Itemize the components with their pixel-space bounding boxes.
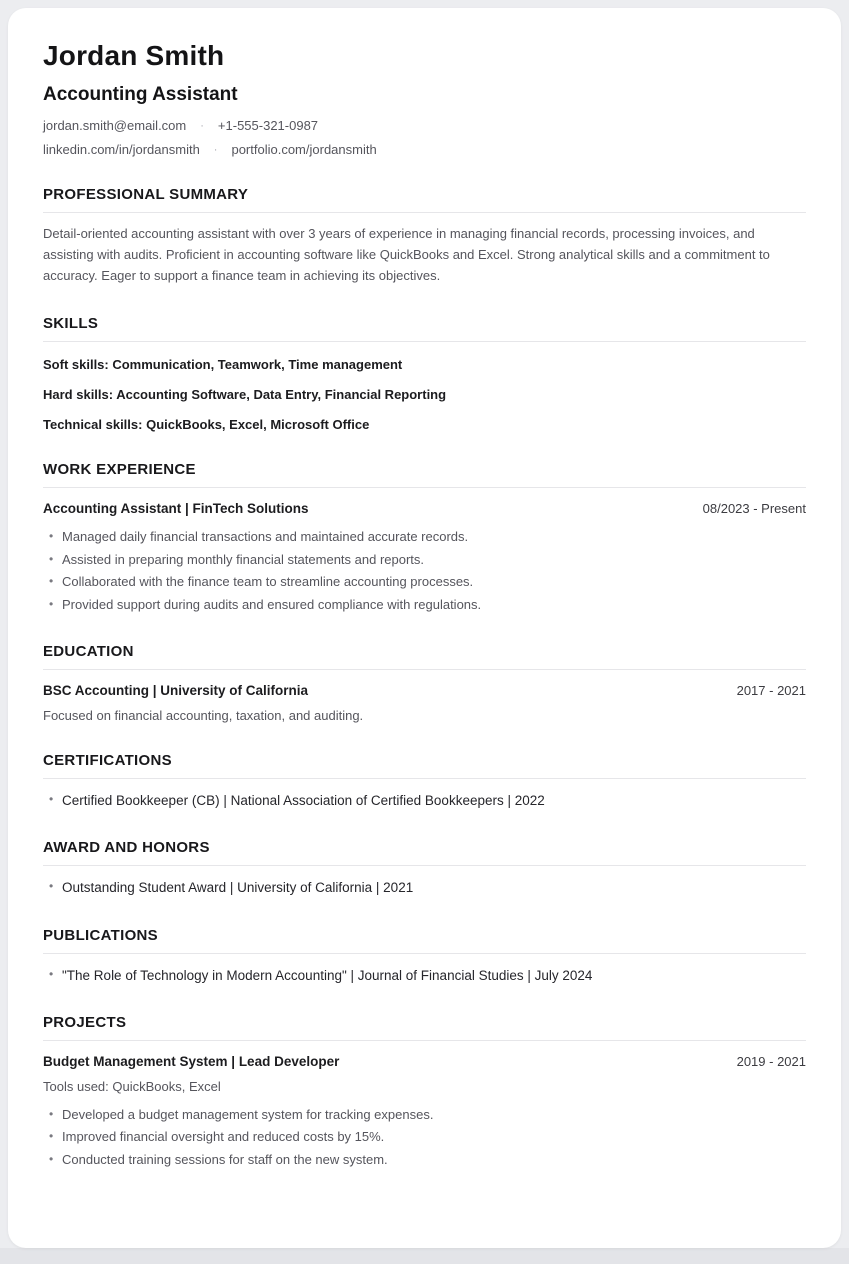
section-heading-skills: SKILLS <box>43 315 806 342</box>
contact-linkedin: linkedin.com/in/jordansmith <box>43 142 200 157</box>
project-entry-title: Budget Management System | Lead Developer <box>43 1053 340 1069</box>
work-bullet: • Managed daily financial transactions and maintained accurate records. <box>43 528 806 546</box>
project-bullets <box>43 1106 806 1169</box>
work-bullet: • Provided support during audits and ensured compliance with regulations. <box>43 596 806 614</box>
section-work-experience <box>43 461 806 614</box>
section-heading-certifications: CERTIFICATIONS <box>43 752 806 779</box>
award-item: • Outstanding Student Award | University of California | 2021 <box>43 878 806 897</box>
person-job-title: Accounting Assistant <box>43 84 238 105</box>
contact-email: jordan.smith@email.com <box>43 118 187 133</box>
project-entry <box>43 1054 806 1169</box>
summary-text: Detail-oriented accounting assistant with over 3 years of experience in managing financial records, processing invoices, and assisting with audits. Proficient in accounting software like QuickBooks and Excel. Strong analytical skills and a commitment to accuracy. Eager to support a finance team in achieving its objectives. <box>43 226 770 283</box>
work-bullet: • Collaborated with the finance team to streamline accounting processes. <box>43 573 806 591</box>
contact-portfolio: portfolio.com/jordansmith <box>231 142 377 157</box>
section-heading-publications: PUBLICATIONS <box>43 927 806 954</box>
contact-phone: +1-555-321-0987 <box>217 118 319 133</box>
section-heading-education: EDUCATION <box>43 643 806 670</box>
section-skills <box>43 315 806 432</box>
education-description: Focused on financial accounting, taxation, and auditing. <box>43 708 364 724</box>
project-bullet: • Conducted training sessions for staff on the new system. <box>43 1151 806 1169</box>
section-heading-projects: PROJECTS <box>43 1014 806 1041</box>
contact-row-1 <box>43 118 806 133</box>
section-education <box>43 643 806 723</box>
work-entry <box>43 501 806 614</box>
section-heading-awards: AWARD AND HONORS <box>43 839 806 866</box>
section-professional-summary <box>43 186 806 286</box>
work-entry-bullets <box>43 528 806 614</box>
section-awards <box>43 839 806 897</box>
project-entry-dates: 2019 - 2021 <box>736 1053 806 1069</box>
skills-soft: Soft skills: Communication, Teamwork, Time management <box>43 357 403 373</box>
section-certifications <box>43 752 806 810</box>
project-tools: Tools used: QuickBooks, Excel <box>43 1078 221 1094</box>
publication-item: • "The Role of Technology in Modern Accounting" | Journal of Financial Studies | July 2024 <box>43 966 806 985</box>
project-bullet: • Developed a budget management system for tracking expenses. <box>43 1106 806 1124</box>
person-name: Jordan Smith <box>43 40 225 71</box>
skills-technical: Technical skills: QuickBooks, Excel, Microsoft Office <box>43 417 370 433</box>
certifications-list <box>43 791 806 810</box>
skills-hard: Hard skills: Accounting Software, Data Entry, Financial Reporting <box>43 387 447 403</box>
section-heading-work: WORK EXPERIENCE <box>43 461 806 488</box>
project-bullet: • Improved financial oversight and reduced costs by 15%. <box>43 1128 806 1146</box>
dot-separator-icon: · <box>200 119 204 132</box>
resume-document <box>8 8 841 1248</box>
work-entry-title: Accounting Assistant | FinTech Solutions <box>43 501 309 517</box>
work-entry-header <box>43 501 806 516</box>
work-entry-dates: 08/2023 - Present <box>702 501 806 517</box>
education-entry-dates: 2017 - 2021 <box>736 683 806 699</box>
dot-separator-icon: · <box>213 143 218 156</box>
section-publications <box>43 927 806 985</box>
work-bullet: • Assisted in preparing monthly financial statements and reports. <box>43 551 806 569</box>
project-entry-header <box>43 1054 806 1069</box>
section-heading-summary: PROFESSIONAL SUMMARY <box>43 186 806 213</box>
resume-header <box>43 40 806 157</box>
education-entry-header <box>43 683 806 698</box>
certification-item: • Certified Bookkeeper (CB) | National Association of Certified Bookkeepers | 2022 <box>43 791 806 810</box>
contact-row-2 <box>43 142 806 157</box>
publications-list <box>43 966 806 985</box>
awards-list <box>43 878 806 897</box>
section-projects <box>43 1014 806 1169</box>
education-entry-title: BSC Accounting | University of California <box>43 683 309 699</box>
education-entry <box>43 683 806 723</box>
